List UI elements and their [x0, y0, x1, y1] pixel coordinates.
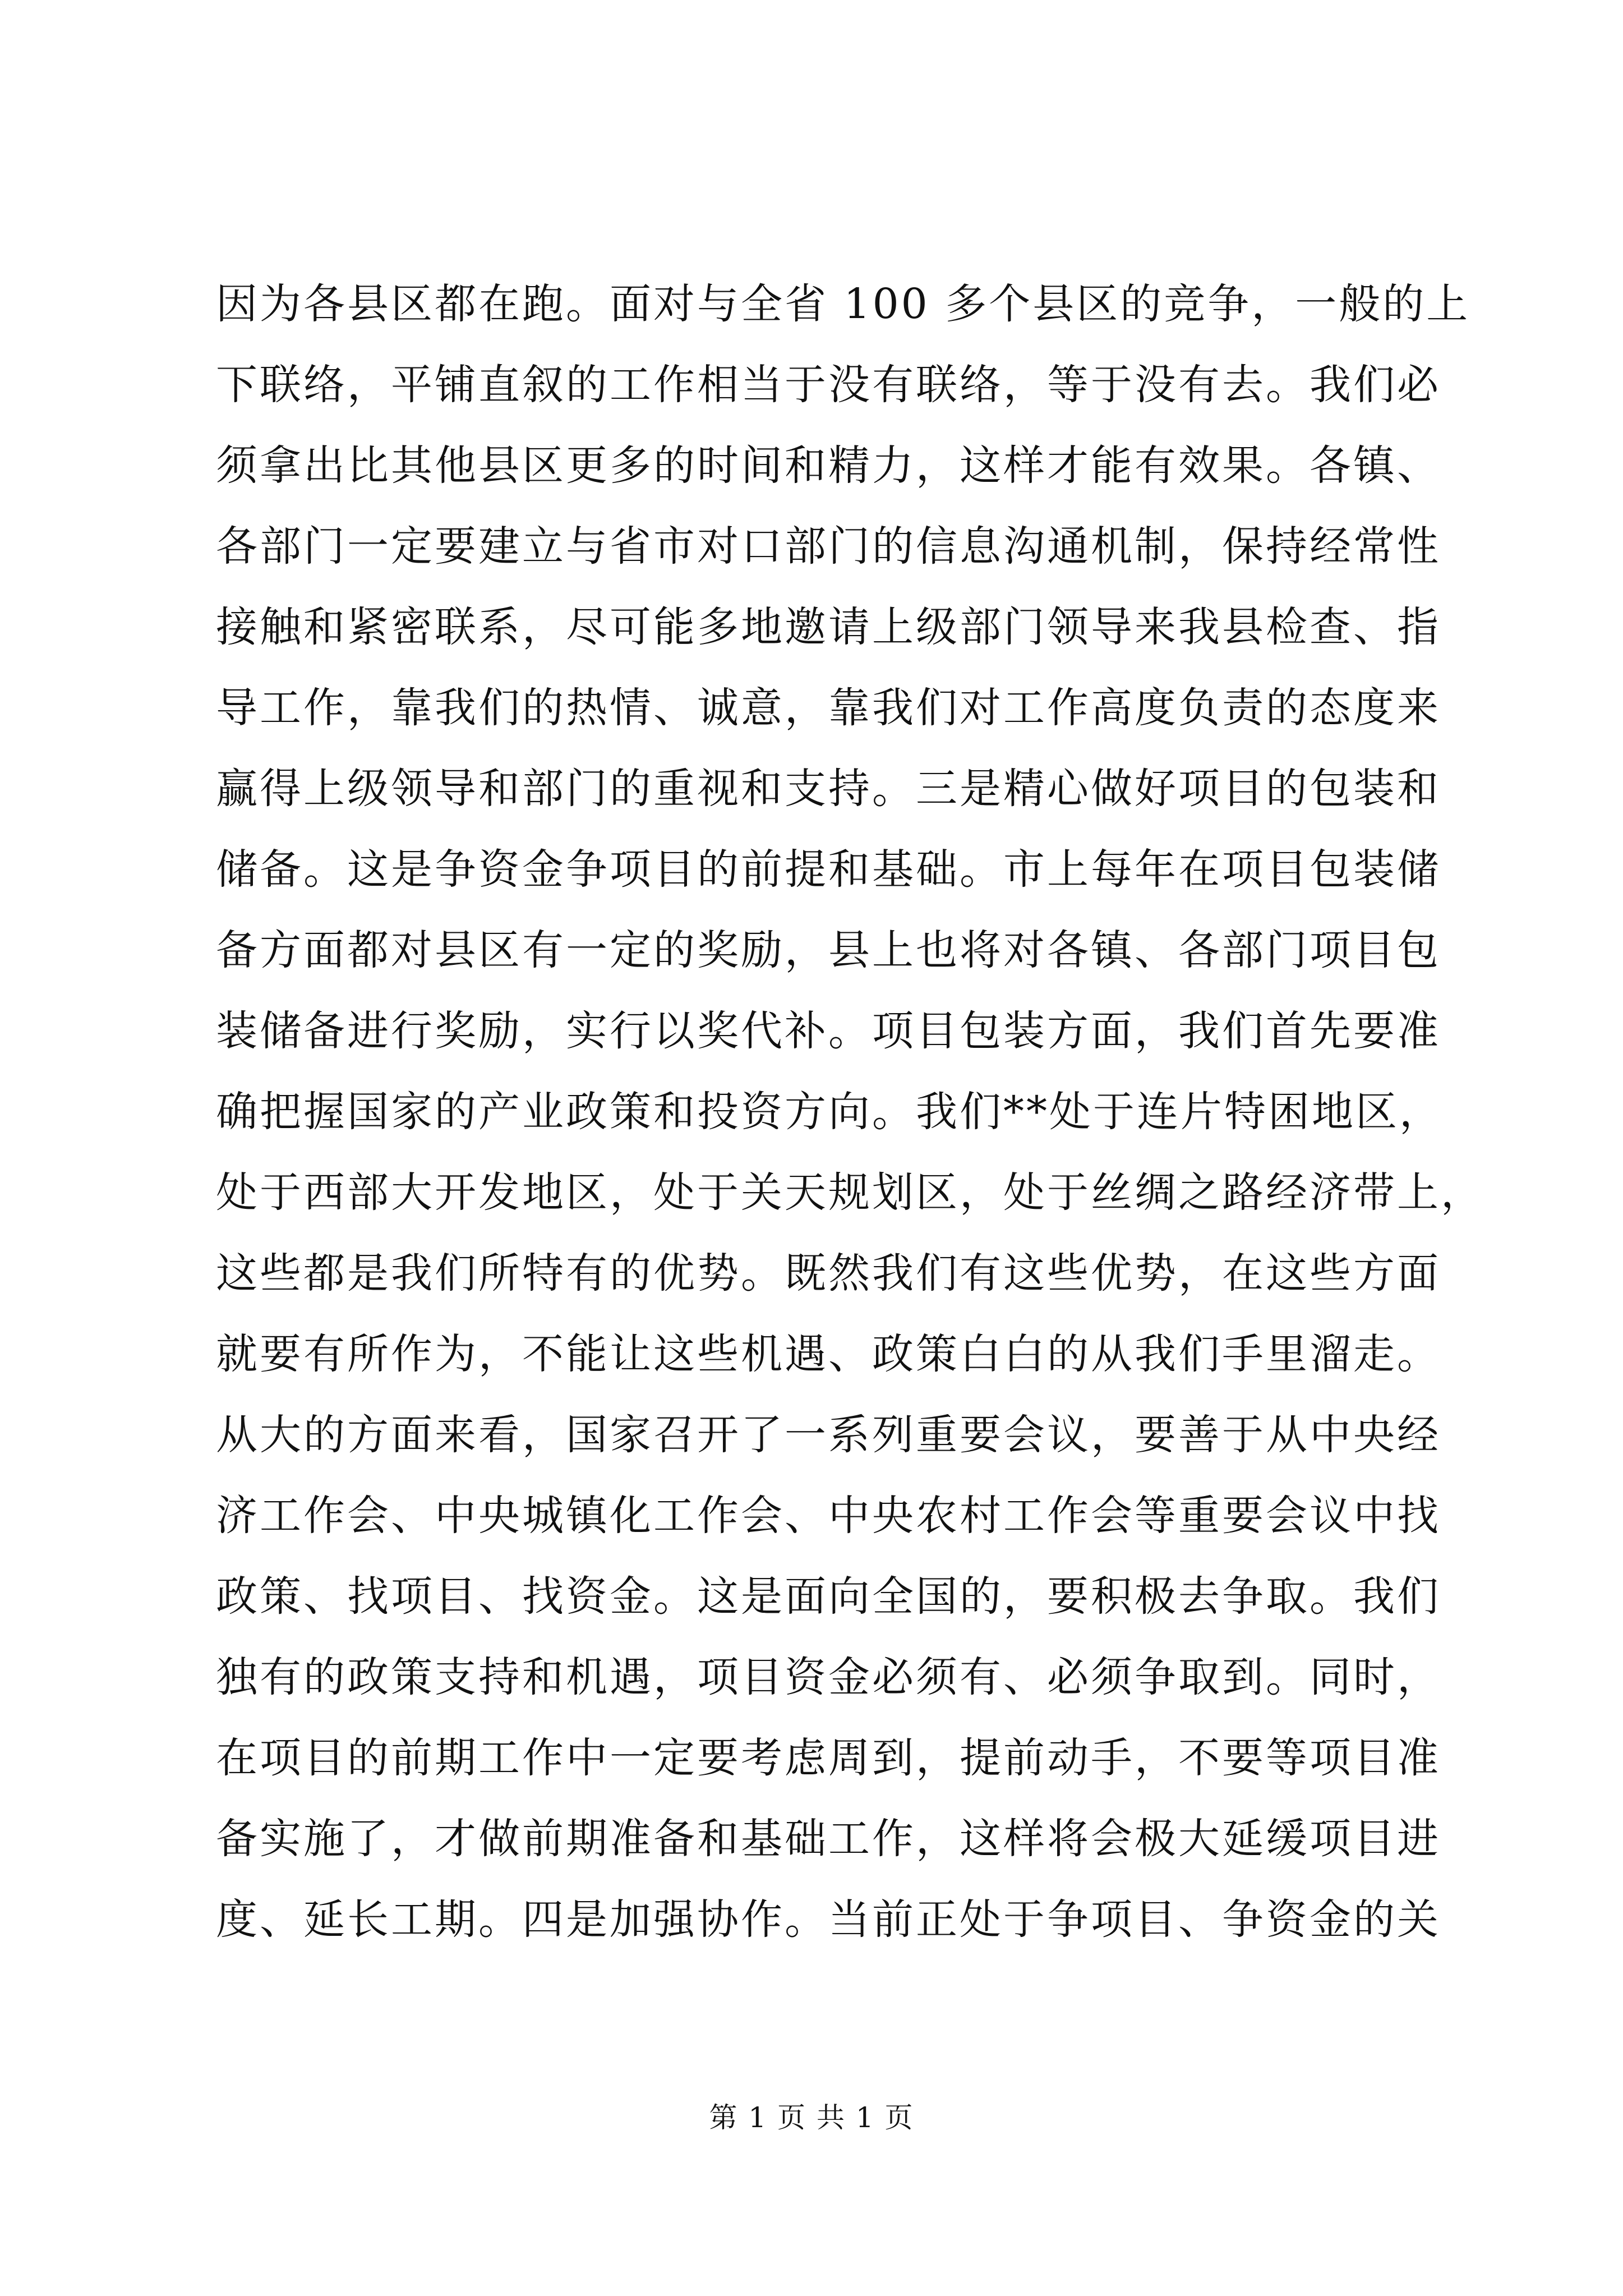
text-line: 济工作会、中央城镇化工作会、中央农村工作会等重要会议中找 [216, 1492, 1441, 1540]
text-line: 独有的政策支持和机遇，项目资金必须有、必须争取到。同时， [216, 1653, 1441, 1701]
text-line: 就要有所作为，不能让这些机遇、政策白白的从我们手里溜走。 [216, 1330, 1441, 1378]
text-line: 装储备进行奖励，实行以奖代补。项目包装方面，我们首先要准 [216, 1007, 1441, 1055]
body-text [216, 264, 1484, 1960]
text-line: 导工作，靠我们的热情、诚意，靠我们对工作高度负责的态度来 [216, 684, 1441, 732]
text-line: 政策、找项目、找资金。这是面向全国的，要积极去争取。我们 [216, 1572, 1441, 1621]
text-line: 下联络，平铺直叙的工作相当于没有联络，等于没有去。我们必 [216, 361, 1441, 409]
text-line: 处于西部大开发地区，处于关天规划区，处于丝绸之路经济带上， [216, 1168, 1484, 1217]
text-line: 须拿出比其他县区更多的时间和精力，这样才能有效果。各镇、 [216, 441, 1441, 490]
text-line: 赢得上级领导和部门的重视和支持。三是精心做好项目的包装和 [216, 765, 1441, 813]
text-line: 确把握国家的产业政策和投资方向。我们**处于连片特困地区， [216, 1088, 1443, 1136]
text-line: 从大的方面来看，国家召开了一系列重要会议，要善于从中央经 [216, 1411, 1441, 1459]
text-line: 在项目的前期工作中一定要考虑周到，提前动手，不要等项目准 [216, 1734, 1441, 1782]
text-line: 度、延长工期。四是加强协作。当前正处于争项目、争资金的关 [216, 1895, 1441, 1944]
text-line: 各部门一定要建立与省市对口部门的信息沟通机制，保持经常性 [216, 522, 1441, 570]
text-line: 接触和紧密联系，尽可能多地邀请上级部门领导来我县检查、指 [216, 603, 1441, 651]
text-line: 因为各县区都在跑。面对与全省 100 多个县区的竞争，一般的上 [216, 280, 1470, 328]
text-line: 这些都是我们所特有的优势。既然我们有这些优势，在这些方面 [216, 1249, 1441, 1297]
text-line: 储备。这是争资金争项目的前提和基础。市上每年在项目包装储 [216, 845, 1441, 894]
text-line: 备方面都对县区有一定的奖励，县上也将对各镇、各部门项目包 [216, 926, 1441, 974]
page-footer: 第 1 页 共 1 页 [709, 2101, 914, 2134]
text-line: 备实施了，才做前期准备和基础工作，这样将会极大延缓项目进 [216, 1815, 1441, 1863]
